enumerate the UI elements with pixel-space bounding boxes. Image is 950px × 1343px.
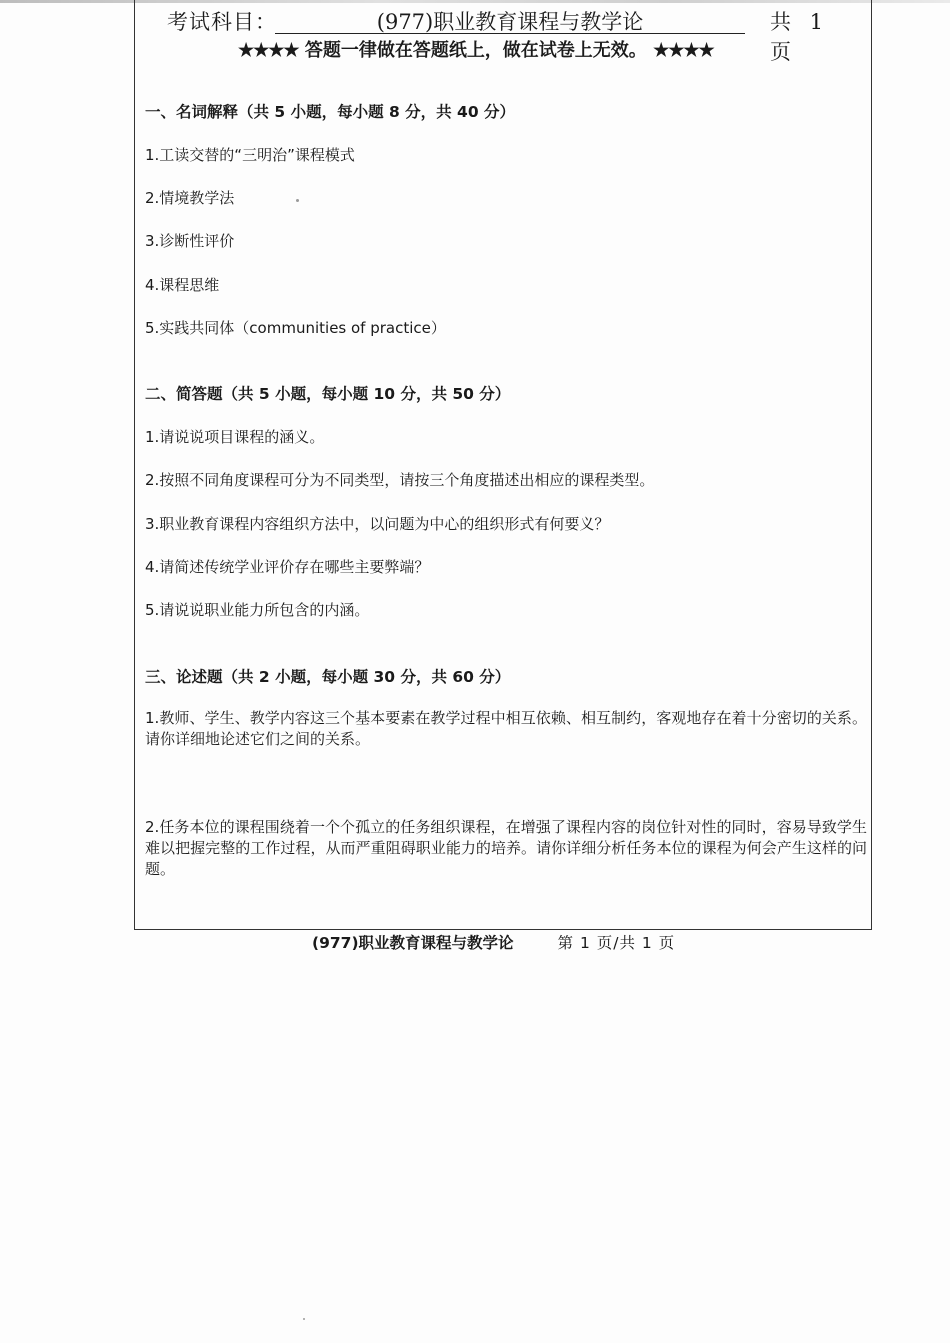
content-frame: [134, 0, 872, 930]
question-2-5: 5.请说说职业能力所包含的内涵。: [145, 601, 370, 619]
question-1-5: 5.实践共同体（communities of practice）: [145, 319, 446, 337]
section-title-1: 一、名词解释（共 5 小题，每小题 8 分，共 40 分）: [145, 103, 516, 121]
subject-underline: [275, 33, 745, 34]
scan-speck: [303, 1318, 305, 1320]
question-1-1: 1.工读交替的“三明治”课程模式: [145, 146, 355, 164]
notice-stars-right: ★★★★: [653, 40, 714, 61]
notice-text: 答题一律做在答题纸上，做在试卷上无效。: [298, 40, 654, 61]
question-2-3: 3.职业教育课程内容组织方法中，以问题为中心的组织形式有何要义？: [145, 515, 610, 533]
question-1-4: 4.课程思维: [145, 276, 220, 294]
section-title-3: 三、论述题（共 2 小题，每小题 30 分，共 60 分）: [145, 668, 511, 686]
subject-name: (977)职业教育课程与教学论: [376, 10, 644, 34]
section-title-2: 二、简答题（共 5 小题，每小题 10 分，共 50 分）: [145, 385, 511, 403]
total-pages: 共 1 页: [770, 10, 830, 64]
page-footer: [312, 931, 675, 953]
notice-stars-left: ★★★★: [238, 40, 299, 61]
question-3-1: 1.教师、学生、教学内容这三个基本要素在教学过程中相互依赖、相互制约，客观地存在着十分密切的关系。请你详细地论述它们之间的关系。: [145, 709, 867, 748]
footer-subject: (977)职业教育课程与教学论: [312, 934, 514, 952]
question-1-3: 3.诊断性评价: [145, 232, 235, 250]
question-3-2: 2.任务本位的课程围绕着一个个孤立的任务组织课程，在增强了课程内容的岗位针对性的同时，容易导致学生难以把握完整的工作过程，从而严重阻碍职业能力的培养。请你详细分析任务本位的课程为何会产生这样的问题。: [145, 818, 867, 878]
question-2-4: 4.请简述传统学业评价存在哪些主要弊端？: [145, 558, 430, 576]
subject-label: 考试科目：: [167, 10, 277, 34]
footer-page-number: 第 1 页/共 1 页: [557, 934, 676, 952]
scan-speck: [296, 199, 299, 202]
question-2-1: 1.请说说项目课程的涵义。: [145, 428, 325, 446]
question-2-2: 2.按照不同角度课程可分为不同类型，请按三个角度描述出相应的课程类型。: [145, 471, 655, 489]
question-1-2: 2.情境教学法: [145, 189, 235, 207]
answer-notice: [238, 36, 778, 62]
